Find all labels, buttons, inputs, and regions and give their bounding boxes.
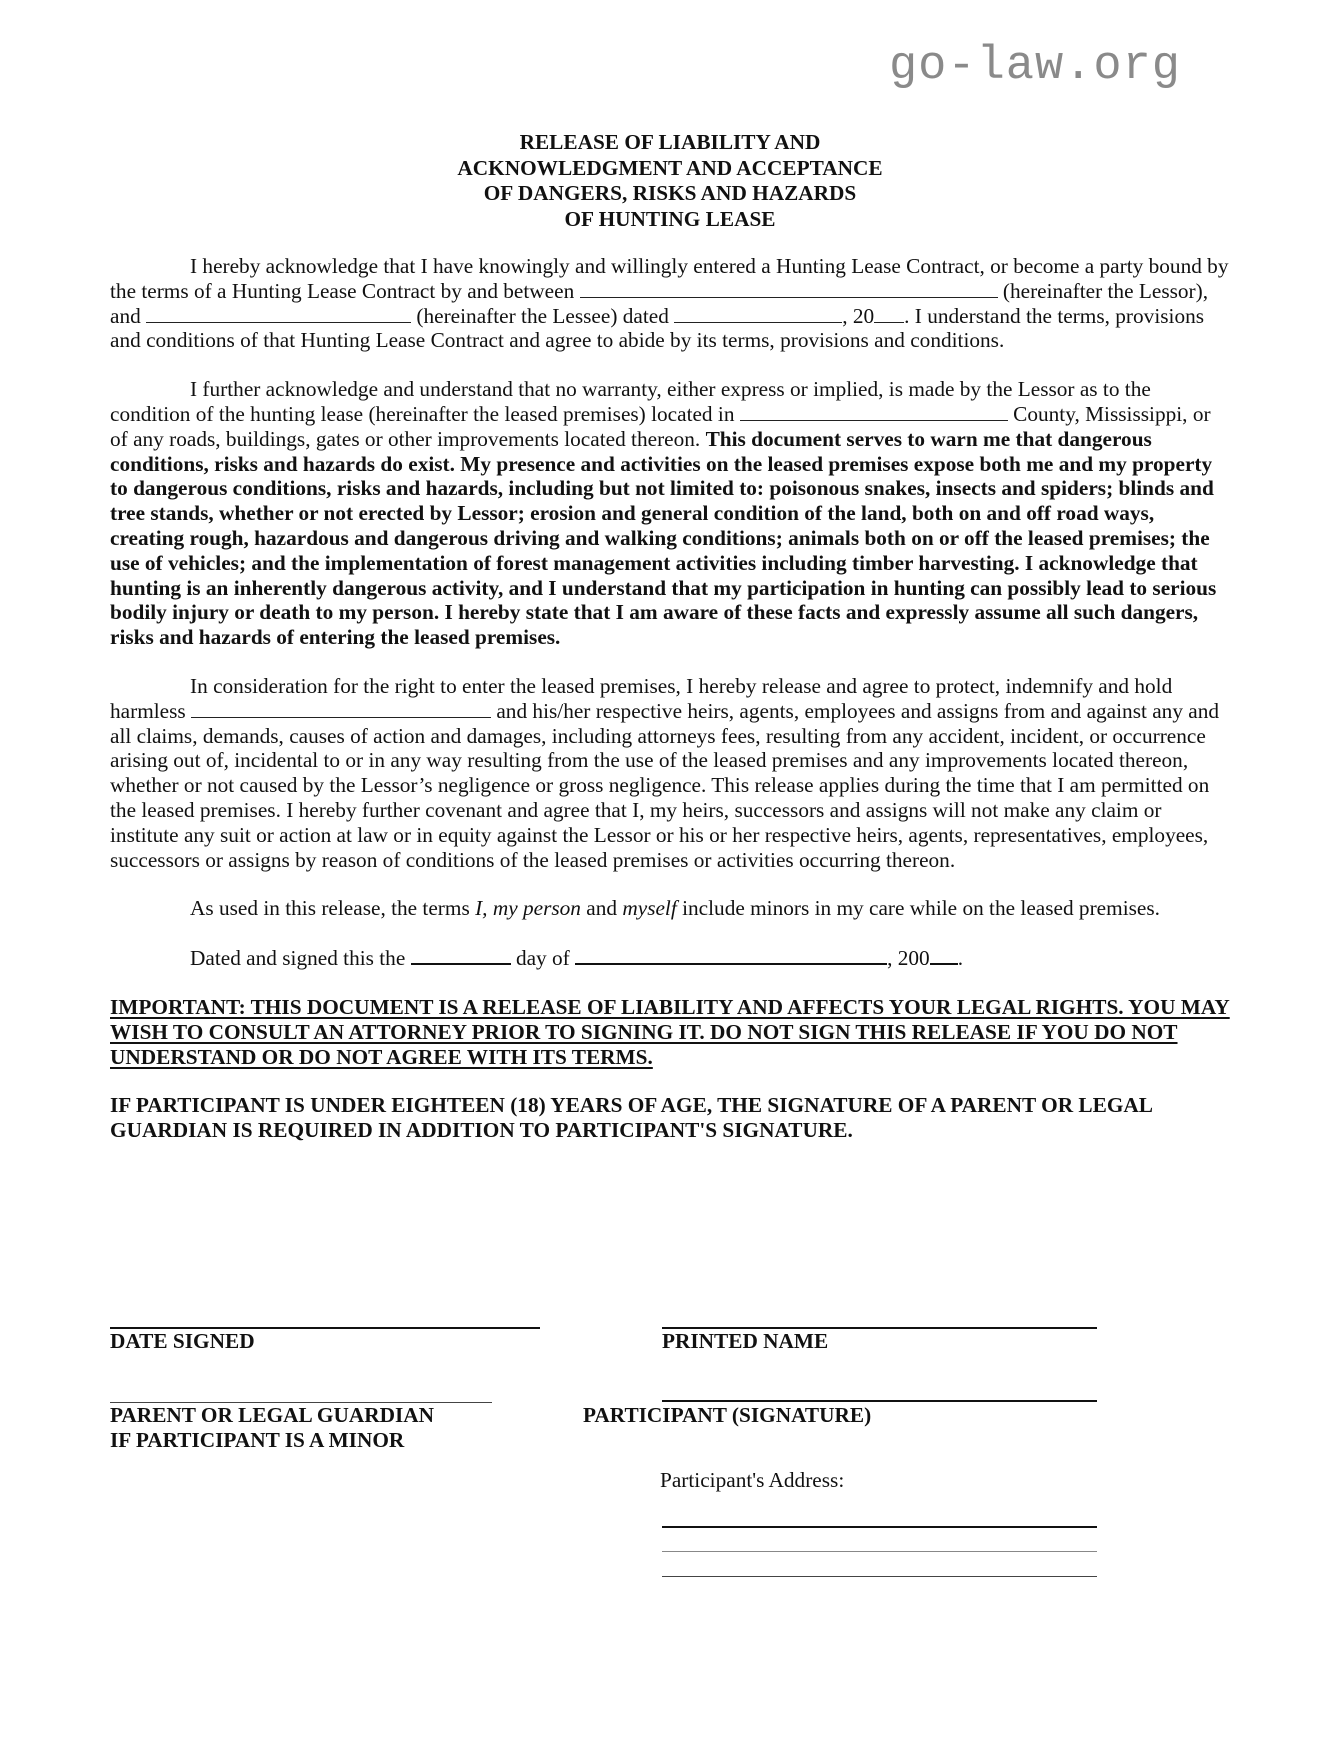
paragraph-text: day of [510,946,576,971]
guardian-label-line: IF PARTICIPANT IS A MINOR [110,1427,405,1452]
paragraph-text: , 200 [887,946,930,971]
county-field[interactable] [740,402,1008,421]
lessee-name-field[interactable] [146,304,411,323]
address-line-3[interactable] [662,1576,1097,1577]
participant-signature-line[interactable] [662,1400,1097,1402]
site-watermark: go-law.org [888,40,1181,93]
lease-year-field[interactable] [874,304,904,323]
paragraph-text: , 20 [842,303,875,328]
paragraph-text: (hereinafter the Lessee) dated [411,303,675,328]
paragraph-release [110,674,1230,872]
participant-signature-label: PARTICIPANT (SIGNATURE) [583,1403,872,1427]
title-line: RELEASE OF LIABILITY AND [519,130,821,154]
document-title [110,130,1230,232]
paragraph-text: I further acknowledge and understand that no warranty, either express or implied, is made by the Lessor as to the condition of the hunting lease (hereinafter the leased premises) located in [110,377,1151,426]
hold-harmless-party-field[interactable] [191,699,491,718]
paragraph-minors [110,896,1230,921]
title-line: ACKNOWLEDGMENT AND ACCEPTANCE [457,155,883,180]
paragraph-text: . [957,946,964,971]
paragraph-text: I hereby acknowledge that I have knowingly and willingly entered a Hunting Lease Contract, or become a party bound by the terms of a Hunting Lease Contract by and between [110,254,1229,303]
date-signed-label: DATE SIGNED [110,1329,255,1353]
guardian-label [110,1403,434,1453]
paragraph-text: County, Mississippi, or of any roads, buildings, gates or other improvements located thereon. [110,401,1211,451]
paragraph-text: and [580,896,623,921]
document-page [110,130,1230,1143]
dated-signed-line [110,945,1230,971]
paragraph-text: Dated and signed this the [190,946,411,971]
title-line: OF DANGERS, RISKS AND HAZARDS [483,181,857,205]
lease-date-field[interactable] [674,304,842,323]
hazard-warning-text: This document serves to warn me that dangerous conditions, risks and hazards do exist. My presence and activities on the leased premises expose both me and my property to dangerous conditions, risks and hazards, including but not limited to: poisonous snakes, insects and spiders; blinds and tree stands, whether or not erected by Lessor; erosion and general condition of the land, both on and off road ways, creating rough, hazardous and dangerous driving and walking conditions; animals both on or off the leased premises; the use of vehicles; and the implementation of forest management activities including timber harvesting. I acknowledge that hunting is an inherently dangerous activity, and I understand that my participation in hunting can possibly lead to serious bodily injury or death to my person. I hereby state that I am aware of these facts and expressly assume all such dangers, risks and hazards of entering the leased premises. [110,426,1217,650]
defined-term: myself [622,896,677,921]
lessor-name-field[interactable] [580,279,998,298]
minor-signature-notice: IF PARTICIPANT IS UNDER EIGHTEEN (18) YEARS OF AGE, THE SIGNATURE OF A PARENT OR LEGAL GUARDIAN IS REQUIRED IN ADDITION TO PARTICIPANT'S SIGNATURE. [110,1093,1152,1143]
paragraph-text: and his/her respective heirs, agents, employees and assigns from and against any and all claims, demands, causes of action and damages, including attorneys fees, resulting from any accident, incident, or occurrence arising out of, incidental to or in any way resulting from the use of the leased premises and any improvements located thereon, whether or not caused by the Lessor’s negligence or gross negligence. This release applies during the time that I am permitted on the leased premises. I hereby further covenant and agree that I, my heirs, successors and assigns will not make any claim or institute any suit or action at law or in equity against the Lessor or his or her respective heirs, agents, representatives, employees, successors or assigns by reason of conditions of the leased premises or activities occurring thereon. [110,698,1220,872]
guardian-label-line: PARENT OR LEGAL GUARDIAN [110,1403,435,1427]
signed-year-field[interactable] [930,945,958,965]
paragraph-text: . I understand the terms, provisions and conditions of that Hunting Lease Contract and agree to abide by its terms, provisions and conditions. [110,303,1205,353]
paragraph-text: In consideration for the right to enter the leased premises, I hereby release and agree to protect, indemnify and hold harmless [110,673,1173,723]
printed-name-label: PRINTED NAME [662,1329,829,1353]
important-notice: IMPORTANT: THIS DOCUMENT IS A RELEASE OF LIABILITY AND AFFECTS YOUR LEGAL RIGHTS. YOU MAY WISH TO CONSULT AN ATTORNEY PRIOR TO SIGNING IT. DO NOT SIGN THIS RELEASE IF YOU DO NOT UNDERSTAND OR DO NOT AGREE WITH ITS TERMS. [110,994,1230,1069]
paragraph-acknowledgment [110,254,1230,353]
address-line-2[interactable] [662,1551,1097,1552]
signed-day-field[interactable] [411,945,511,965]
participant-address-label: Participant's Address: [660,1468,845,1492]
address-line-1[interactable] [662,1526,1097,1528]
title-line: OF HUNTING LEASE [564,206,776,231]
paragraph-text: include minors in my care while on the leased premises. [676,896,1160,921]
paragraph-warning [110,377,1230,650]
signed-month-field[interactable] [575,945,887,965]
defined-term: I, my person [475,896,581,921]
paragraph-text: As used in this release, the terms [190,896,476,921]
paragraph-text: (hereinafter the Lessor), and [110,278,1209,328]
